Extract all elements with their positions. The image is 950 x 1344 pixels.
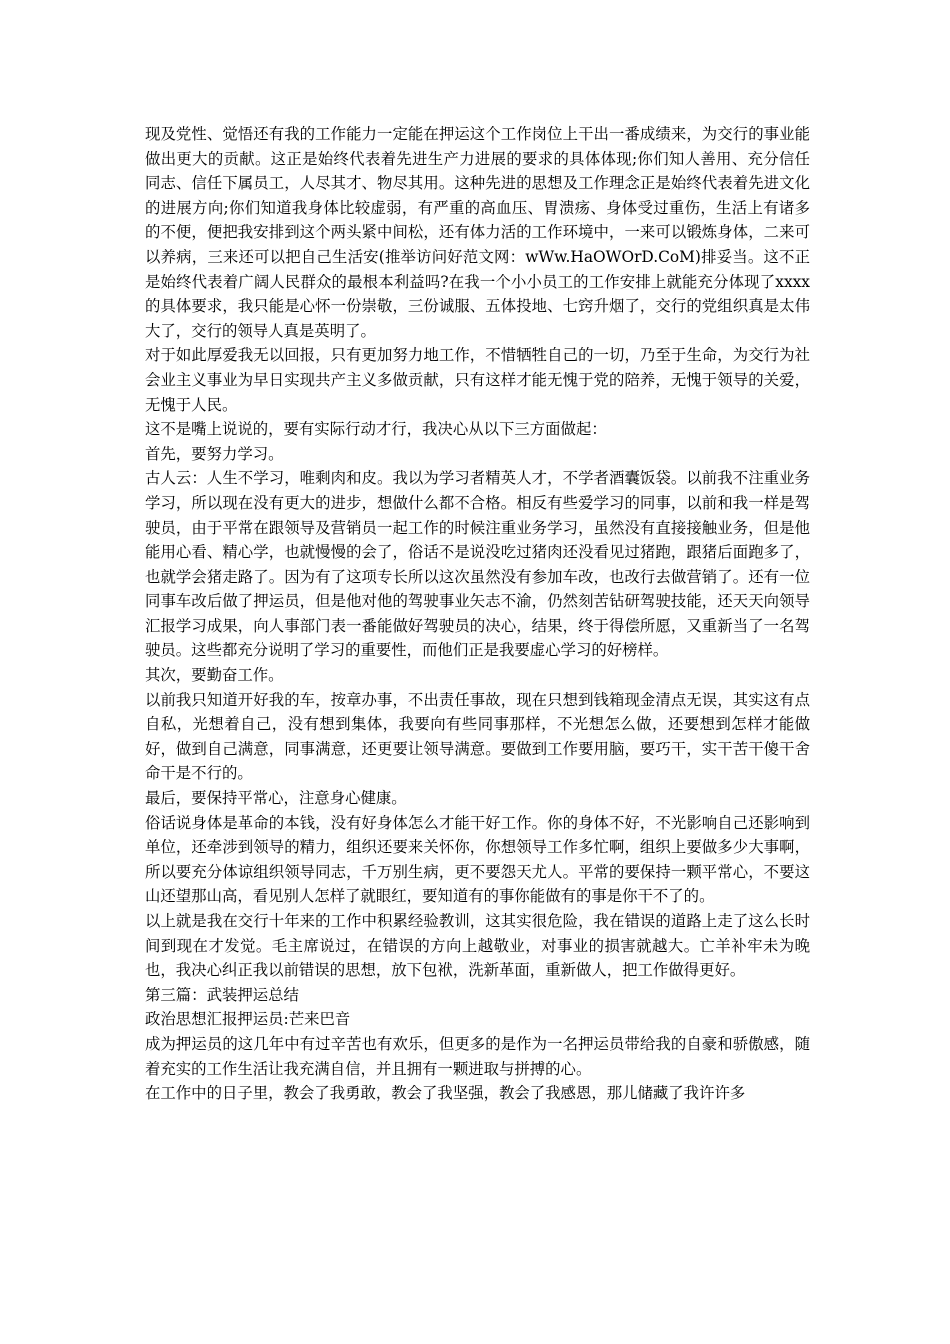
section-heading: 首先，要努力学习。 (145, 444, 284, 463)
paragraph: 现及党性、觉悟还有我的工作能力一定能在押运这个工作岗位上干出一番成绩来，为交行的事业能做出更大的贡献。这正是始终代表着先进生产力进展的要求的具体体现;你们知人善用、充分信任同志、信任下属员工，人尽其才、物尽其用。这种先进的思想及工作理念正是始终代表着先进文化的进展方向;你们知道我身体比较虚弱，有严重的高血压、胃溃疡、身体受过重伤，生活上有诸多的不便，便把我安排到这个两头紧中间松，还有体力活的工作环境中，一来可以锻炼身体，二来可以养病，三来还可以把自己生活安(推举访问好范文网：wWw.HaOWOrD.CoM)排妥当。这不正是始终代表着广阔人民群众的最根本利益吗?在我一个小小员工的工作安排上就能充分体现了xxxx的具体要求，我只能是心怀一份崇敬，三份诚服、五体投地、七窍升烟了，交行的党组织真是太伟大了，交行的领导人真是英明了。 (145, 125, 810, 340)
section-heading: 最后，要保持平常心，注意身心健康。 (145, 789, 407, 808)
section-heading: 其次，要勤奋工作。 (145, 666, 284, 685)
paragraph: 对于如此厚爱我无以回报，只有更加努力地工作，不惜牺牲自己的一切，乃至于生命，为交行为社会业主义事业为早日实现共产主义多做贡献，只有这样才能无愧于党的陪养，无愧于领导的关爱，无愧于人民。 (145, 346, 810, 414)
chapter-title: 第三篇：武装押运总结 (145, 985, 299, 1004)
paragraph: 在工作中的日子里，教会了我勇敢，教会了我坚强，教会了我感恩，那儿储藏了我许许多 (145, 1084, 746, 1103)
paragraph: 这不是嘴上说说的，要有实际行动才行，我决心从以下三方面做起： (145, 420, 607, 439)
paragraph: 俗话说身体是革命的本钱，没有好身体怎么才能干好工作。你的身体不好，不光影响自己还影响到单位，还牵涉到领导的精力，组织还要来关怀你，你想领导工作多忙啊，组织上要做多少大事啊，所以要充分体谅组织领导同志，千万别生病，更不要怨天尤人。平常的要保持一颗平常心，不要这山还望那山高，看见别人怎样了就眼红，要知道有的事你能做有的事是你干不了的。 (145, 813, 810, 906)
paragraph: 以前我只知道开好我的车，按章办事，不出责任事故，现在只想到钱箱现金清点无误，其实这有点自私，光想着自己，没有想到集体，我要向有些同事那样，不光想怎么做，还要想到怎样才能做好，做到自己满意，同事满意，还更要让领导满意。要做到工作要用脑，要巧干，实干苦干傻干舍命干是不行的。 (145, 690, 810, 783)
report-subtitle: 政治思想汇报押运员:芒来巴音 (145, 1010, 351, 1029)
paragraph: 成为押运员的这几年中有过辛苦也有欢乐，但更多的是作为一名押运员带给我的自豪和骄傲感，随着充实的工作生活让我充满自信，并且拥有一颗进取与拼搏的心。 (145, 1034, 810, 1078)
paragraph: 古人云：人生不学习，唯剩肉和皮。我以为学习者精英人才，不学者酒囊饭袋。以前我不注重业务学习，所以现在没有更大的进步，想做什么都不合格。相反有些爱学习的同事，以前和我一样是驾驶员，由于平常在跟领导及营销员一起工作的时候注重业务学习，虽然没有直接接触业务，但是他能用心看、精心学，也就慢慢的会了，俗话不是说没吃过猪肉还没看见过猪跑，跟猪后面跑多了，也就学会猪走路了。因为有了这项专长所以这次虽然没有参加车改，也改行去做营销了。还有一位同事车改后做了押运员，但是他对他的驾驶事业矢志不渝，仍然刻苦钻研驾驶技能，还天天向领导汇报学习成果，向人事部门表一番能做好驾驶员的决心，结果，终于得偿所愿，又重新当了一名驾驶员。这些都充分说明了学习的重要性，而他们正是我要虚心学习的好榜样。 (145, 469, 810, 660)
paragraph: 以上就是我在交行十年来的工作中积累经验教训，这其实很危险，我在错误的道路上走了这么长时间到现在才发觉。毛主席说过，在错误的方向上越敬业，对事业的损害就越大。亡羊补牢未为晚也，我决心纠正我以前错误的思想，放下包袱，洗新革面，重新做人，把工作做得更好。 (145, 912, 810, 980)
document-body (145, 122, 810, 1106)
